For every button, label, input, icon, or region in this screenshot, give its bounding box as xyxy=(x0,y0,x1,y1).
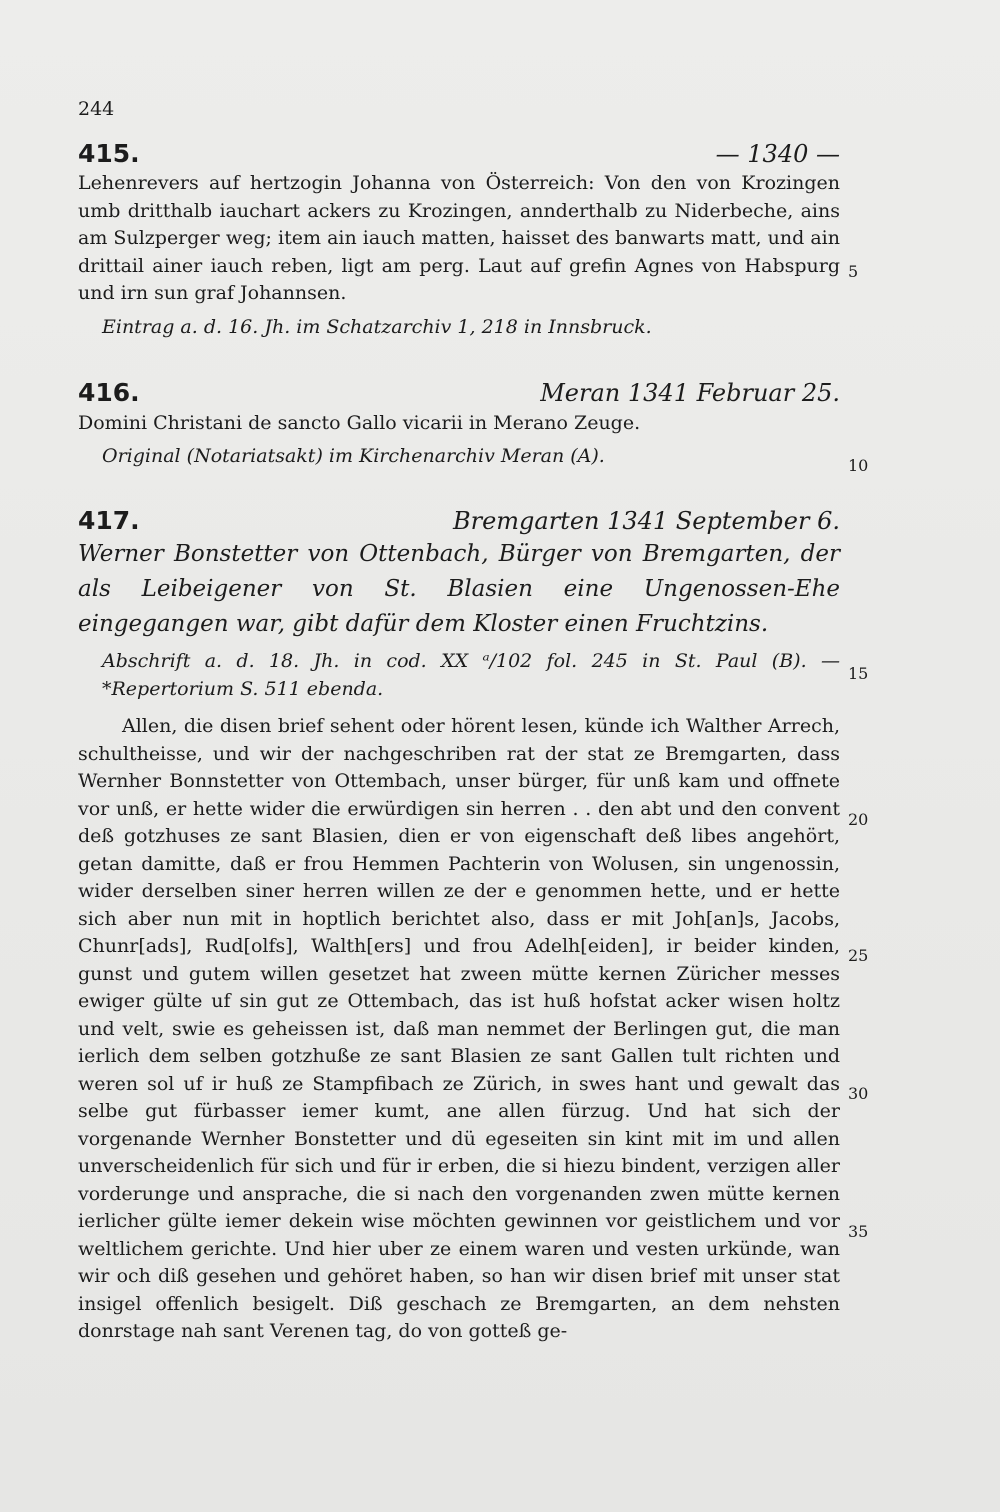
entry-415 xyxy=(78,140,840,342)
entry-source: Original (Notariatsakt) im Kirchenarchiv Meran (A). xyxy=(102,445,605,467)
entry-number: 415. xyxy=(78,138,140,168)
entry-date: Bremgarten 1341 September 6. xyxy=(452,506,840,535)
margin-line-number: 35 xyxy=(848,1222,869,1241)
entry-text: Domini Christani de sancto Gallo vicarii in Merano Zeuge. xyxy=(78,411,641,434)
page-content xyxy=(78,96,840,1368)
margin-line-number: 25 xyxy=(848,946,869,965)
entry-header xyxy=(78,379,840,408)
entry-summary: Werner Bonstetter von Ottenbach, Bürger von Bremgarten, der als Leibeigener von St. Blasien eine Ungenossen-Ehe eingegangen war, gibt dafür dem Kloster einen Fruchtzins. xyxy=(78,541,840,637)
margin-line-number: 30 xyxy=(848,1084,869,1103)
margin-line-number: 5 xyxy=(848,262,859,281)
margin-line-number: 20 xyxy=(848,810,869,829)
entry-number: 416. xyxy=(78,378,140,407)
entry-text: Lehenrevers auf hertzogin Johanna von Österreich: Von den von Krozingen umb dritthalb iauchart ackers zu Krozingen, annderthalb zu Niderbeche, ains am Sulzperger weg; item ain iauch matten, haisset des banwarts matt, und ain drittail ainer iauch reben, ligt am perg. Laut auf grefin Agnes von Habspurg und irn sun graf Johannsen. xyxy=(78,172,840,304)
margin-line-number: 10 xyxy=(848,456,869,475)
entry-header xyxy=(78,507,840,536)
page-number: 244 xyxy=(78,98,115,120)
entry-date: Meran 1341 Februar 25. xyxy=(540,379,840,407)
entry-date: — 1340 — xyxy=(715,139,840,168)
margin-line-number: 15 xyxy=(848,664,869,683)
entry-header xyxy=(78,140,840,169)
entry-417 xyxy=(78,507,840,1346)
entry-source: Eintrag a. d. 16. Jh. im Schatzarchiv 1, 218 in Innsbruck. xyxy=(102,315,652,338)
entry-body: Allen, die disen brief sehent oder hörent lesen, künde ich Walther Arrech, schultheisse, und wir der nachgeschriben rat der stat ze Bremgarten, dass Wernher Bonnstetter von Ottembach, unser bürger, für unß kam und offnete vor unß, er hette wider die erwürdigen sin herren . . den abt und den convent deß gotzhuses ze sant Blasien, dien er von eigenschaft deß libes angehört, getan damitte, daß er frou Hemmen Pachterin von Wolusen, sin ungenossin, wider derselben siner herren willen ze der e genommen hette, und er hette sich aber nun mit in hoptlich berichtet also, dass er mit Joh[an]s, Jacobs, Chunr[ads], Rud[olfs], Walth[ers] und frou Adelh[eiden], ir beider kinden, gunst und gutem willen gesetzet hat zween mütte kernen Züricher messes ewiger gülte uf sin gut ze Ottembach, das ist huß hofstat acker wisen holtz und velt, swie es geheissen ist, daß man nemmet der Berlingen gut, die man ierlich dem selben gotzhuße ze sant Blasien ze sant Gallen tult richten und weren sol uf ir huß ze Stampfibach ze Zürich, in swes hant und gewalt das selbe gut fürbasser iemer kumt, ane allen fürzug. Und hat sich der vorgenande Wernher Bonstetter und dü egeseiten sin kint mit im und allen unverscheidenlich für sich und für ir erben, die si hiezu bindent, verzigen aller vorderunge und ansprache, die si nach den vorgenanden zwen mütte kernen ierlicher gülte iemer dekein wise möchten gewinnen vor geistlichem und vor weltlichem gerichte. Und hier uber ze einem waren und vesten urkünde, wan wir och diß gesehen und gehöret haben, so han wir disen brief mit unser stat insigel offenlich besigelt. Diß geschach ze Bremgarten, an dem nehsten donrstage nah sant Verenen tag, do von gotteß ge- xyxy=(78,715,840,1342)
entry-number: 417. xyxy=(78,505,140,535)
entry-416 xyxy=(78,379,840,471)
entry-source: Abschrift a. d. 18. Jh. in cod. XX ᵃ/102 fol. 245 in St. Paul (B). — *Repertorium S. 511 ebenda. xyxy=(102,650,840,700)
